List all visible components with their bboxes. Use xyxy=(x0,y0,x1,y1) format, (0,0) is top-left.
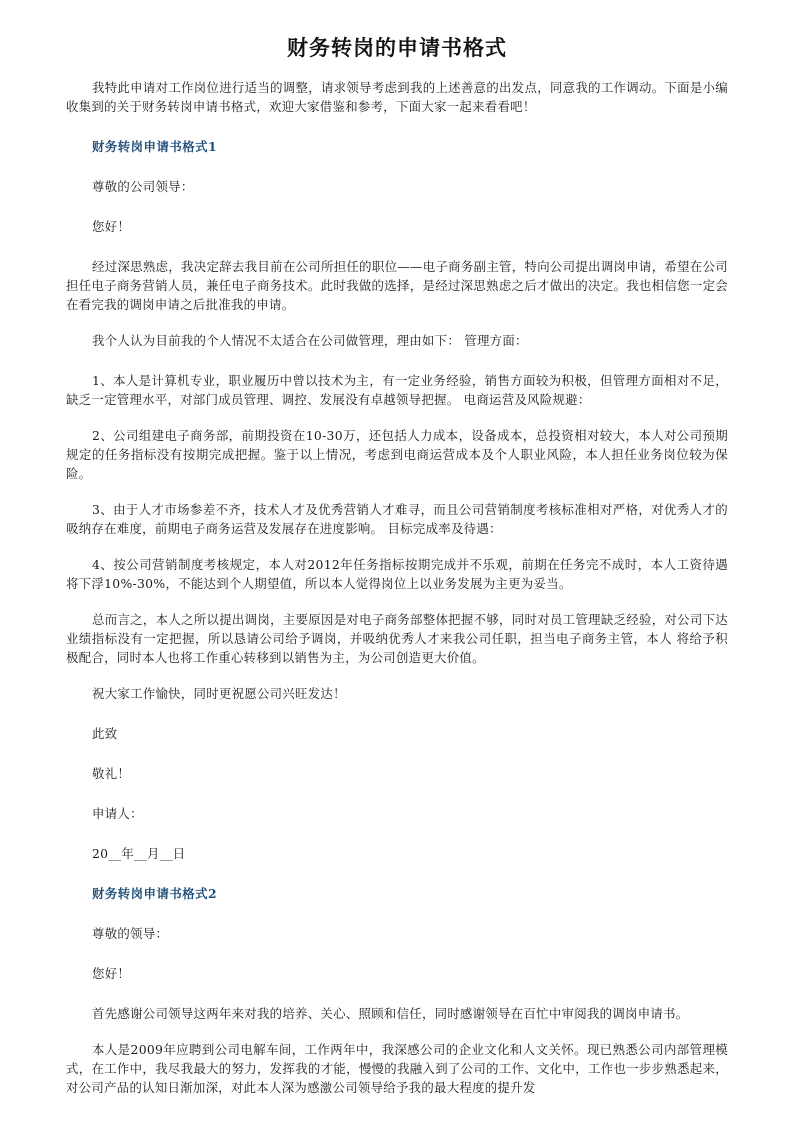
body-paragraph: 首先感谢公司领导这两年来对我的培养、关心、照顾和信任，同时感谢领导在百忙中审阅我的调岗申请书。 xyxy=(92,1006,689,1021)
body-paragraph: 2、公司组建电子商务部，前期投资在10-30万，还包括人力成本，设备成本，总投资相对较大，本人对公司预期规定的任务指标没有按期完成把握。鉴于以上情况，考虑到电商运营成本及个人职业风险，本人担任业务岗位较为保险。 xyxy=(66,428,728,481)
body-paragraph: 4、按公司营销制度考核规定，本人对2012年任务指标按期完成并不乐观，前期在任务完不成时，本人工资待遇将下浮10%-30%，不能达到个人期望值，所以本人觉得岗位上以业务发展为主更为妥当。 xyxy=(66,557,728,591)
page-title: 财务转岗的申请书格式 xyxy=(287,36,507,60)
salutation: 尊敬的领导： xyxy=(92,926,169,941)
body-paragraph: 总而言之，本人之所以提出调岗，主要原因是对电子商务部整体把握不够，同时对员工管理缺乏经验，对公司下达业绩指标没有一定把握，所以恳请公司给予调岗，并吸纳优秀人才来我公司任职，担当电子商务主管，本人 将给予积极配合，同时本人也将工作重心转移到以销售为主，为公司创造更大价值。 xyxy=(66,612,728,665)
intro-paragraph: 我特此申请对工作岗位进行适当的调整，请求领导考虑到我的上述善意的出发点，同意我的工作调动。下面是小编收集到的关于财务转岗申请书格式，欢迎大家借鉴和参考，下面大家一起来看看吧！ xyxy=(66,80,728,114)
greeting: 您好！ xyxy=(92,966,131,981)
section-heading-1: 财务转岗申请书格式1 xyxy=(92,139,218,154)
body-paragraph: 我个人认为目前我的个人情况不太适合在公司做管理，理由如下： 管理方面： xyxy=(92,333,528,348)
document-body xyxy=(66,78,728,1114)
salutation: 尊敬的公司领导： xyxy=(92,179,194,194)
date-line: 20__年__月__日 xyxy=(92,846,186,861)
body-paragraph: 本人是2009年应聘到公司电解车间，工作两年中，我深感公司的企业文化和人文关怀。现已熟悉公司内部管理模式，在工作中，我尽我最大的努力，发挥我的才能，慢慢的我融入到了公司的工作、文化中，工作也一步步熟悉起来，对公司产品的认知日渐加深，对此本人深为感激公司领导给予我的最大程度的提升发 xyxy=(66,1042,728,1095)
closing-line: 敬礼！ xyxy=(92,766,131,781)
body-paragraph: 3、由于人才市场参差不齐，技术人才及优秀营销人才难寻，而且公司营销制度考核标准相对严格，对优秀人才的吸纳存在难度，前期电子商务运营及发展存在进度影响。 目标完成率及待遇： xyxy=(66,502,728,536)
closing-line: 此致 xyxy=(92,726,118,741)
section-heading-2: 财务转岗申请书格式2 xyxy=(92,886,218,901)
greeting: 您好！ xyxy=(92,219,131,234)
body-paragraph: 1、本人是计算机专业，职业履历中曾以技术为主，有一定业务经验，销售方面较为积极，但管理方面相对不足，缺乏一定管理水平，对部门成员管理、调控、发展没有卓越领导把握。 电商运营及风险规避： xyxy=(66,373,728,407)
body-paragraph: 经过深思熟虑，我决定辞去我目前在公司所担任的职位——电子商务副主管，特向公司提出调岗申请，希望在公司担任电子商务营销人员，兼任电子商务技术。此时我做的选择，是经过深思熟虑之后才做出的决定。我也相信您一定会在看完我的调岗申请之后批准我的申请。 xyxy=(66,259,728,312)
applicant-label: 申请人： xyxy=(92,806,143,821)
closing-wish: 祝大家工作愉快，同时更祝愿公司兴旺发达！ xyxy=(92,686,346,701)
